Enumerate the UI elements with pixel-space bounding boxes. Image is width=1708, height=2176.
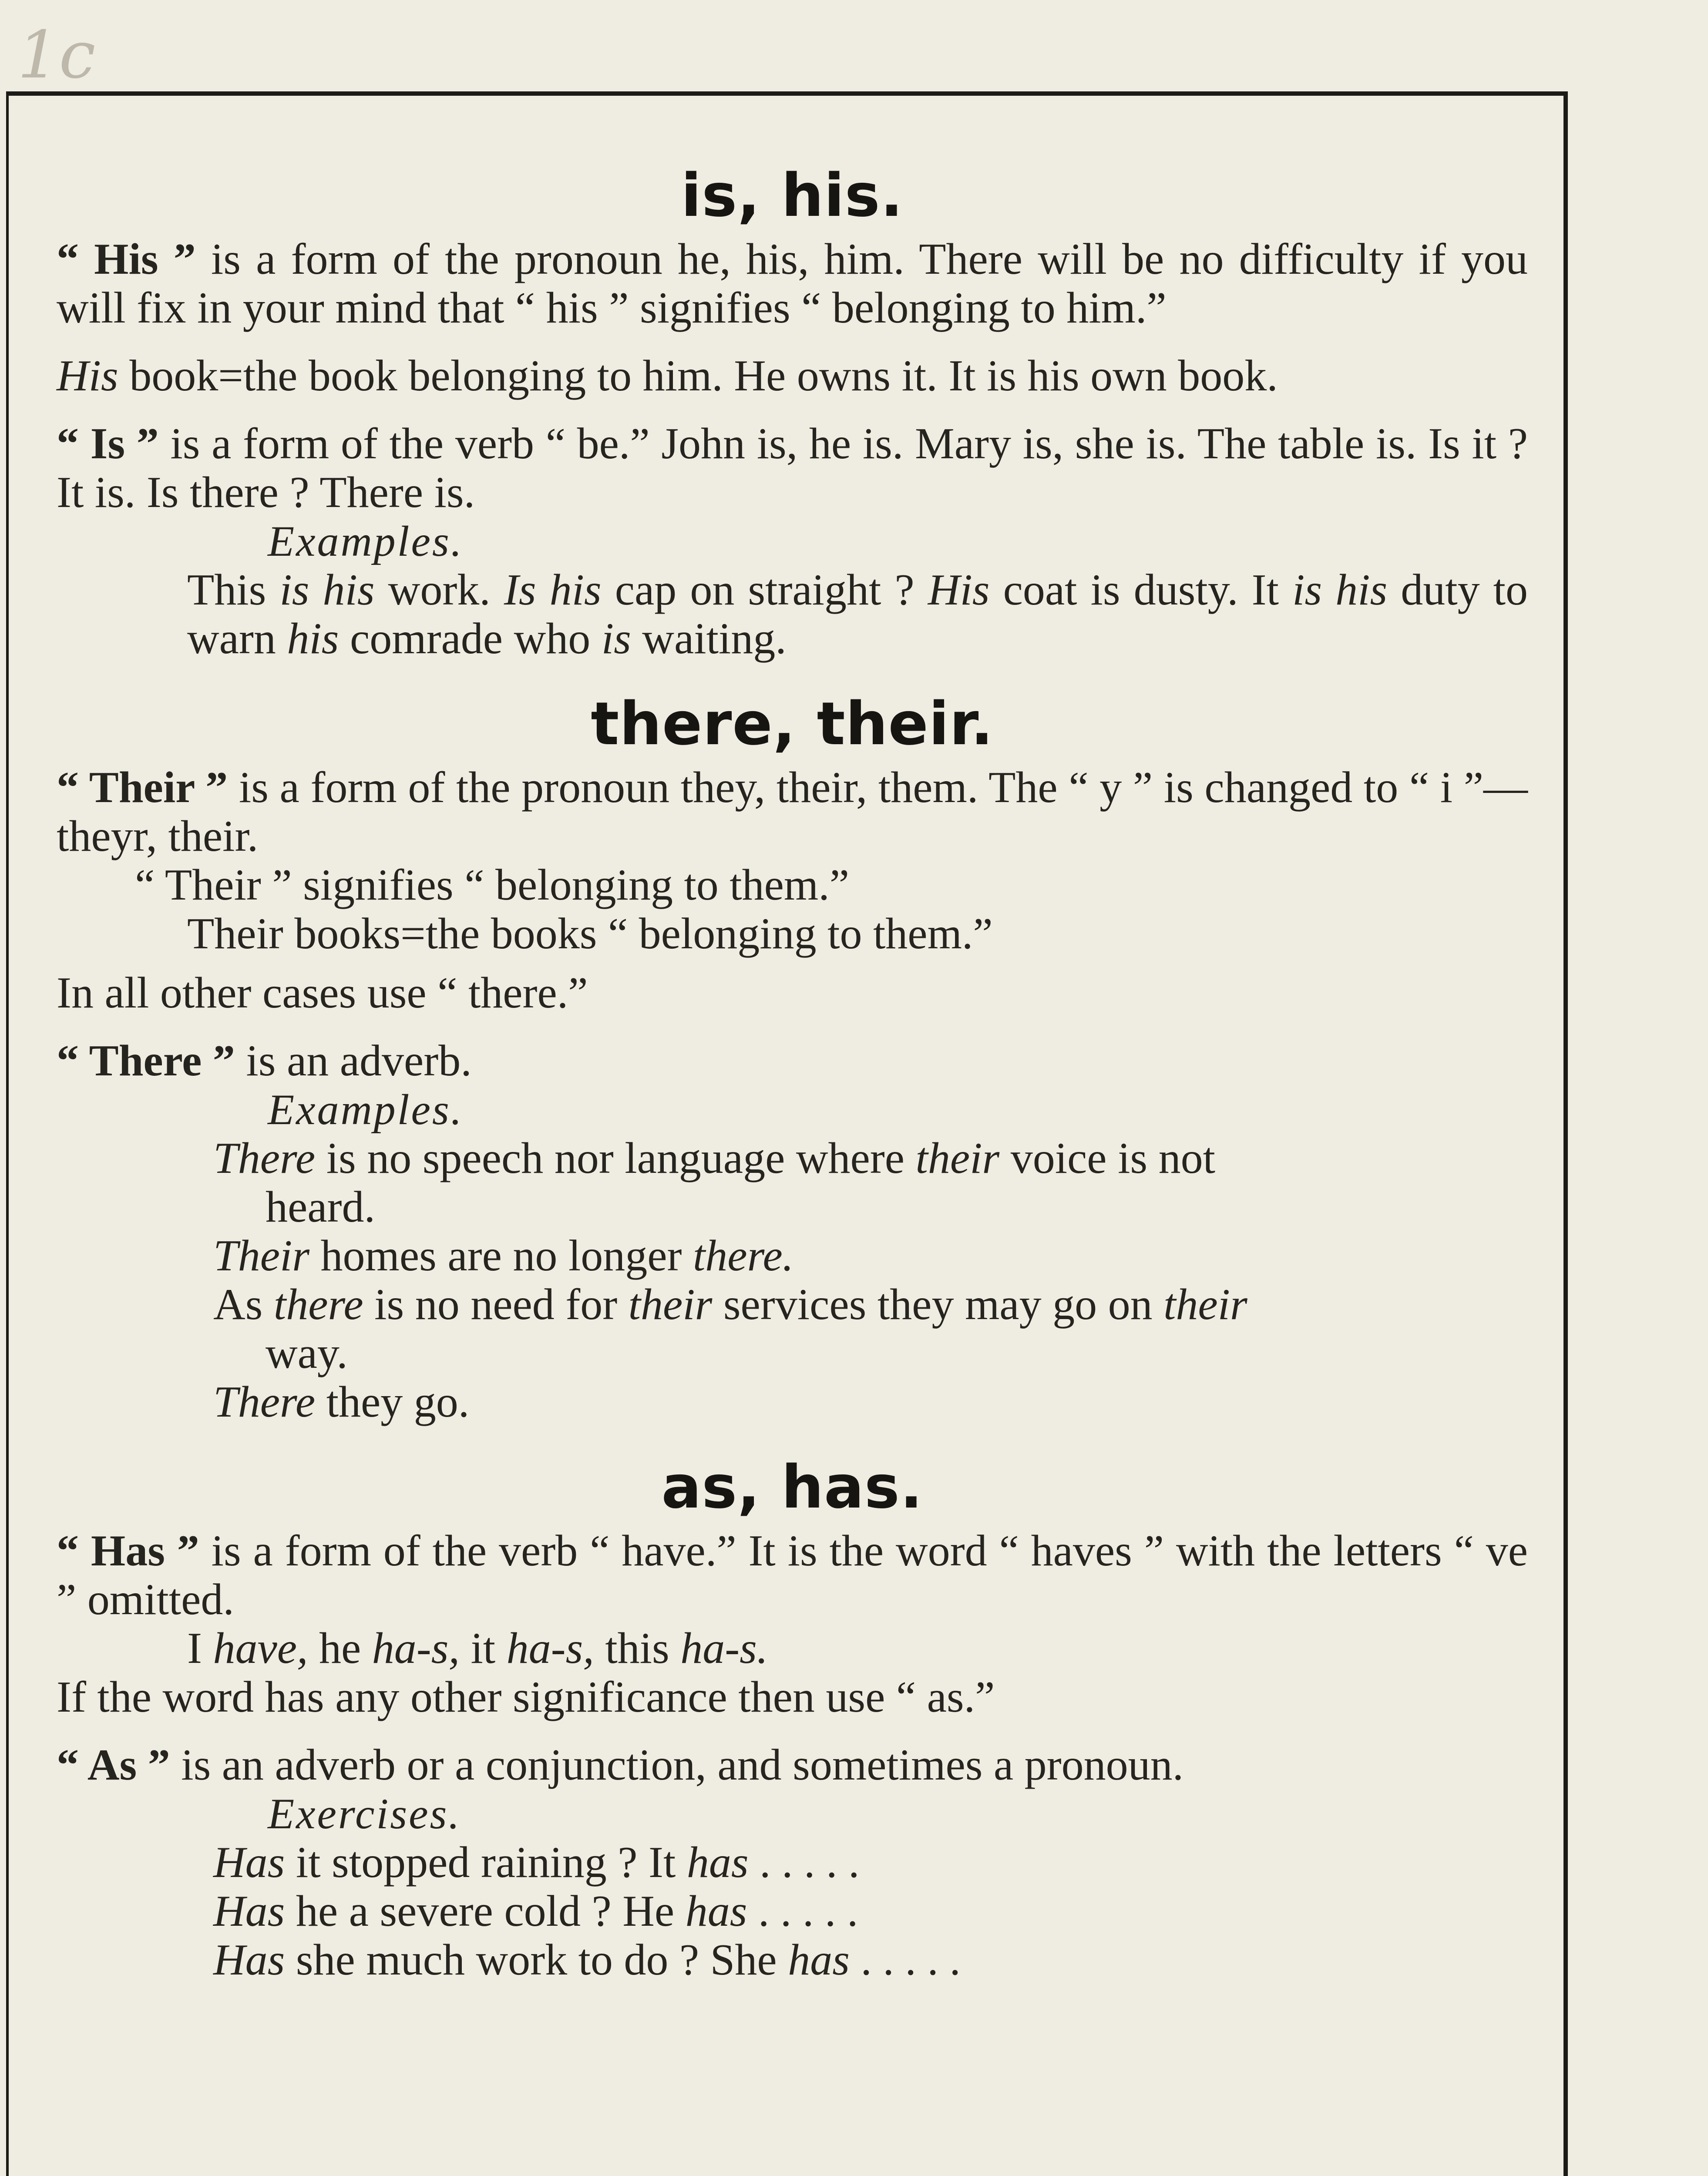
- examples-label: Examples.: [268, 517, 464, 565]
- exercises-label: Exercises.: [268, 1790, 461, 1838]
- there-example-1: There is no speech nor language where their voice is not heard.: [213, 1134, 1215, 1232]
- heading-there-their: there, their.: [591, 690, 994, 759]
- examples-label-2: Examples.: [268, 1085, 464, 1134]
- is-definition: “ Is ” is a form of the verb “ be.” John is, he is. Mary is, she is. The table is. Is it ? It is. Is there ? There is.: [57, 419, 1528, 517]
- as-rule: If the word has any other significance then use “ as.”: [57, 1672, 995, 1722]
- their-definition: “ Their ” is a form of the pronoun they, their, them. The “ y ” is changed to “ i ”—theyr, their.: [57, 763, 1528, 861]
- margin-scrawl: 1c: [17, 17, 96, 93]
- his-definition: “ His ” is a form of the pronoun he, his, him. There will be no difficulty if you will fix in your mind that “ his ” signifies “ belonging to him.”: [57, 235, 1528, 332]
- has-exercise-3: Has she much work to do ? She has . . . . .: [213, 1935, 961, 1985]
- there-example-3: As there is no need for their services they may go on their way.: [213, 1280, 1247, 1378]
- their-signifies: “ Their ” signifies “ belonging to them.”: [135, 860, 850, 910]
- there-definition: “ There ” is an adverb.: [57, 1036, 472, 1085]
- there-rule: In all other cases use “ there.”: [57, 968, 588, 1017]
- has-exercise-2: Has he a severe cold ? He has . . . . .: [213, 1887, 858, 1936]
- there-example-2: Their homes are no longer there.: [213, 1231, 794, 1280]
- has-conjugation: I have, he ha-s, it ha-s, this ha-s.: [187, 1624, 768, 1673]
- has-exercise-1: Has it stopped raining ? It has . . . . .: [213, 1838, 860, 1887]
- heading-is-his: is, his.: [681, 161, 904, 230]
- heading-as-has: as, has.: [661, 1453, 923, 1522]
- page-content: [57, 157, 1528, 1985]
- there-example-4: There they go.: [213, 1377, 470, 1427]
- has-definition: “ Has ” is a form of the verb “ have.” It is the word “ haves ” with the letters “ ve ” omitted.: [57, 1526, 1528, 1624]
- as-definition: “ As ” is an adverb or a conjunction, and sometimes a pronoun.: [57, 1740, 1184, 1790]
- their-books: Their books=the books “ belonging to them.”: [187, 909, 993, 958]
- his-example: His book=the book belonging to him. He owns it. It is his own book.: [57, 351, 1278, 400]
- is-his-example: This is his work. Is his cap on straight ? His coat is dusty. It is his duty to warn his comrade who is waiting.: [187, 565, 1528, 663]
